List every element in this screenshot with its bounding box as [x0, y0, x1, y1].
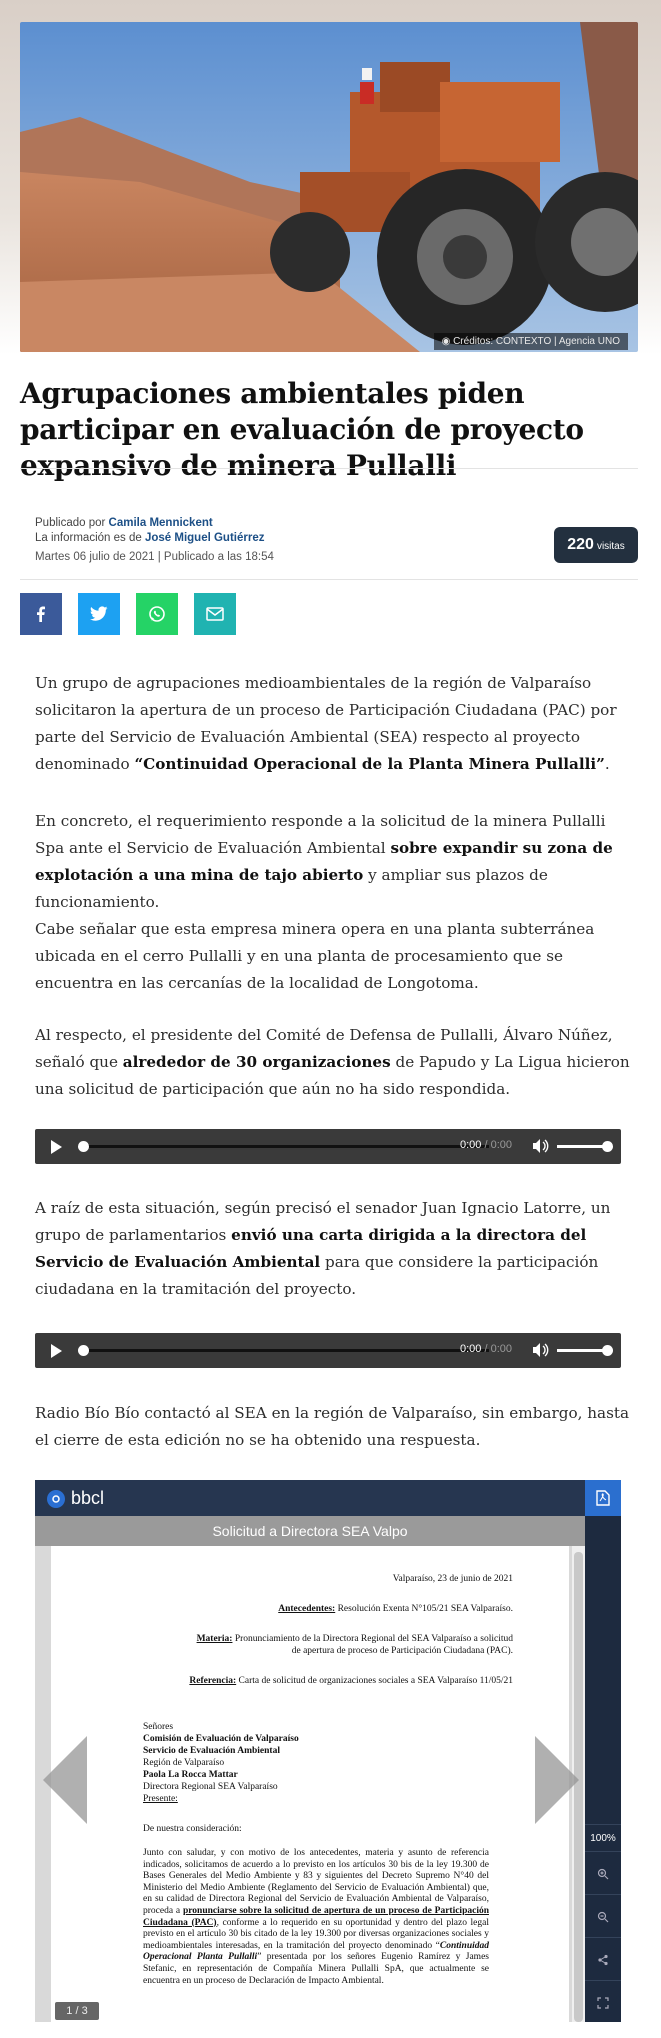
viewer-toolbar: [35, 1480, 621, 1516]
doc-referencia: [189, 1676, 513, 1686]
document-page: [51, 1546, 569, 2022]
play-button[interactable]: [51, 1140, 62, 1154]
share-whatsapp-button[interactable]: [136, 593, 178, 635]
audio-player-2: [35, 1333, 621, 1368]
pdf-file-icon: [596, 1490, 610, 1506]
paragraph-2: [35, 808, 630, 916]
document-area: [35, 1516, 585, 2022]
p2-text: En concreto, el requerimiento responde a la solicitud de la minera Pullalli Spa ante el Servicio de Evaluación Ambiental: [35, 812, 606, 857]
doc-antecedentes-label: Antecedentes:: [278, 1604, 336, 1614]
brand-name: bbcl: [71, 1488, 105, 1508]
p4-bold: alrededor de 30 organizaciones: [122, 1053, 391, 1071]
email-icon: [206, 607, 224, 621]
share-facebook-button[interactable]: [20, 593, 62, 635]
audio-player-1: [35, 1129, 621, 1164]
doc-materia-1: Pronunciamiento de la Directora Regional del SEA Valparaíso a solicitud: [232, 1634, 513, 1644]
audio-time: [460, 1343, 512, 1355]
download-pdf-button[interactable]: [585, 1480, 621, 1516]
doc-addr-3: Región de Valparaíso: [143, 1758, 225, 1768]
audio-seek-bar[interactable]: [83, 1145, 489, 1148]
fullscreen-button[interactable]: [585, 1982, 621, 2022]
whatsapp-icon: [148, 605, 166, 623]
paragraph-1: [35, 670, 630, 778]
photo-credit-text: Créditos: CONTEXTO | Agencia UNO: [453, 336, 620, 347]
volume-slider[interactable]: [557, 1145, 607, 1148]
audio-current-time: 0:00: [460, 1139, 482, 1151]
next-page-arrow-icon[interactable]: [535, 1736, 579, 1824]
p1-bold: “Continuidad Operacional de la Planta Minera Pullalli”: [134, 755, 605, 773]
zoom-in-icon: [597, 1868, 609, 1880]
page-indicator: 1 / 3: [55, 2002, 99, 2020]
doc-addr-1: Comisión de Evaluación de Valparaíso: [143, 1734, 299, 1744]
paragraph-4: [35, 1022, 630, 1103]
audio-current-time: 0:00: [460, 1343, 482, 1355]
doc-body-5: ” presentada por los señores Eugenio Ramírez y James Stefanic, en representación de Compañía Minera Pullalli SpA, que actualmente se encuentra en un proceso de Declaración de Impacto Ambiental.: [143, 1952, 489, 1986]
share-email-button[interactable]: [194, 593, 236, 635]
p1-end: .: [604, 755, 610, 773]
document-viewer: [35, 1480, 621, 2022]
document-title: Solicitud a Directora SEA Valpo: [35, 1516, 585, 1546]
p4-text: Al respecto, el presidente del Comité de Defensa de Pullalli, Álvaro Núñez, señaló que: [35, 1026, 613, 1071]
share-icon: [597, 1954, 609, 1966]
twitter-icon: [90, 606, 108, 622]
publish-date: Martes 06 julio de 2021 | Publicado a las 18:54: [35, 551, 274, 563]
viewer-sidebar: [585, 1516, 621, 2022]
p4-end: de Papudo y La Ligua hicieron una solicitud de participación que aún no ha sido respondida.: [35, 1053, 630, 1098]
p5-end: para que considere la participación ciudadana en la tramitación del proyecto.: [35, 1253, 599, 1298]
hero-image: [20, 22, 638, 352]
p2-end: y ampliar sus plazos de funcionamiento.: [35, 866, 548, 911]
doc-date: Valparaíso, 23 de junio de 2021: [392, 1574, 513, 1584]
previous-page-arrow-icon[interactable]: [43, 1736, 87, 1824]
viewer-brand[interactable]: [47, 1488, 104, 1509]
visits-count: 220: [567, 536, 594, 553]
volume-icon[interactable]: [532, 1138, 550, 1154]
published-by-label: Publicado por: [35, 517, 106, 529]
doc-body-2: pronunciarse sobre la solicitud de apertura de un proceso de Participación Ciudadana (PAC): [143, 1905, 489, 1928]
visits-label: visitas: [596, 541, 625, 552]
doc-antecedentes: [278, 1604, 513, 1614]
doc-addr-4: Paola La Rocca Mattar: [143, 1770, 238, 1780]
zoom-in-button[interactable]: [585, 1853, 621, 1895]
zoom-level: 100%: [585, 1824, 621, 1852]
volume-knob[interactable]: [602, 1141, 613, 1152]
volume-knob[interactable]: [602, 1345, 613, 1356]
doc-body-4: Continuidad Operacional Planta Pullalli: [143, 1940, 489, 1963]
paragraph-5: [35, 1195, 630, 1303]
author-link[interactable]: Camila Mennickent: [108, 517, 213, 529]
audio-seek-knob[interactable]: [78, 1141, 89, 1152]
share-document-button[interactable]: [585, 1939, 621, 1981]
audio-seek-bar[interactable]: [83, 1349, 489, 1352]
article-meta: [20, 468, 638, 580]
p1-text: Un grupo de agrupaciones medioambientales de la región de Valparaíso solicitaron la apertura de un proceso de Participación Ciudadana (PAC) por parte del Servicio de Evaluación Ambiental (SEA) respecto al proyecto denominado: [35, 674, 617, 773]
zoom-out-button[interactable]: [585, 1896, 621, 1938]
doc-referencia-text: Carta de solicitud de organizaciones sociales a SEA Valparaíso 11/05/21: [236, 1676, 513, 1686]
volume-slider[interactable]: [557, 1349, 607, 1352]
info-by-label: La información es de: [35, 532, 142, 544]
p5-bold: envió una carta dirigida a la directora del Servicio de Evaluación Ambiental: [35, 1226, 587, 1271]
facebook-icon: [33, 606, 49, 622]
doc-body-3: , conforme a lo requerido en su oportunidad y dentro del plazo legal previsto en el artículo 30 bis citado de la ley 19.300 por diversas organizaciones sociales y medioambientales interesadas, en la tramitación del proyecto denominado “: [143, 1917, 490, 1951]
doc-materia-label: Materia:: [196, 1634, 233, 1644]
article-title: Agrupaciones ambientales piden participar en evaluación de proyecto expansivo de minera Pullalli: [20, 377, 584, 482]
doc-body-1: Junto con saludar, y con motivo de los antecedentes, materia y asunto de referencia indicados, solicitamos de acuerdo a lo previsto en los artículos 30 bis de la ley 19.300 de Bases Generales del Medio Ambiente y 83 y siguientes del Decreto Supremo N°40 del Ministerio del Medio Ambiente (Reglamento del Servicio de Evaluación Ambiental) que, en su calidad de Directora Regional del Servicio de Evaluación Ambiental de Valparaíso, proceda a: [143, 1848, 489, 1916]
doc-addr-6: Presente:: [143, 1794, 178, 1804]
photo-credit: [434, 333, 628, 350]
doc-greeting: De nuestra consideración:: [143, 1824, 242, 1834]
doc-body: [143, 1848, 489, 1987]
doc-addr-5: Directora Regional SEA Valparaíso: [143, 1782, 278, 1792]
fullscreen-icon: [597, 1997, 609, 2009]
doc-senores: Señores: [143, 1722, 174, 1732]
doc-materia-2: de apertura de proceso de Participación Ciudadana (PAC).: [291, 1646, 513, 1656]
visits-badge: [554, 527, 638, 563]
doc-referencia-label: Referencia:: [189, 1676, 237, 1686]
audio-duration: 0:00: [490, 1139, 513, 1151]
bbcl-logo-icon: [47, 1490, 65, 1508]
p5-text: A raíz de esta situación, según precisó el senador Juan Ignacio Latorre, un grupo de parlamentarios: [35, 1199, 611, 1244]
audio-time-separator: /: [481, 1343, 491, 1355]
doc-addr-2: Servicio de Evaluación Ambiental: [143, 1746, 280, 1756]
source-author-link[interactable]: José Miguel Gutiérrez: [144, 532, 265, 544]
p2-bold: sobre expandir su zona de explotación a una mina de tajo abierto: [35, 839, 613, 884]
audio-duration: 0:00: [490, 1343, 513, 1355]
paragraph-6: Radio Bío Bío contactó al SEA en la región de Valparaíso, sin embargo, hasta el cierre de esta edición no se ha obtenido una respuesta.: [35, 1404, 630, 1449]
audio-time: [460, 1139, 512, 1151]
doc-materia: [197, 1634, 513, 1644]
camera-icon: ◉: [441, 336, 451, 347]
share-bar: [20, 593, 252, 635]
volume-icon[interactable]: [532, 1342, 550, 1358]
audio-seek-knob[interactable]: [78, 1345, 89, 1356]
paragraph-3: Cabe señalar que esta empresa minera opera en una planta subterránea ubicada en el cerro Pullalli y en una planta de procesamiento que se encuentra en las cercanías de la localidad de Longotoma.: [35, 920, 595, 992]
doc-antecedentes-text: Resolución Exenta N°105/21 SEA Valparaíso.: [335, 1604, 513, 1614]
share-twitter-button[interactable]: [78, 593, 120, 635]
zoom-out-icon: [597, 1911, 609, 1923]
play-button[interactable]: [51, 1344, 62, 1358]
audio-time-separator: /: [481, 1139, 491, 1151]
